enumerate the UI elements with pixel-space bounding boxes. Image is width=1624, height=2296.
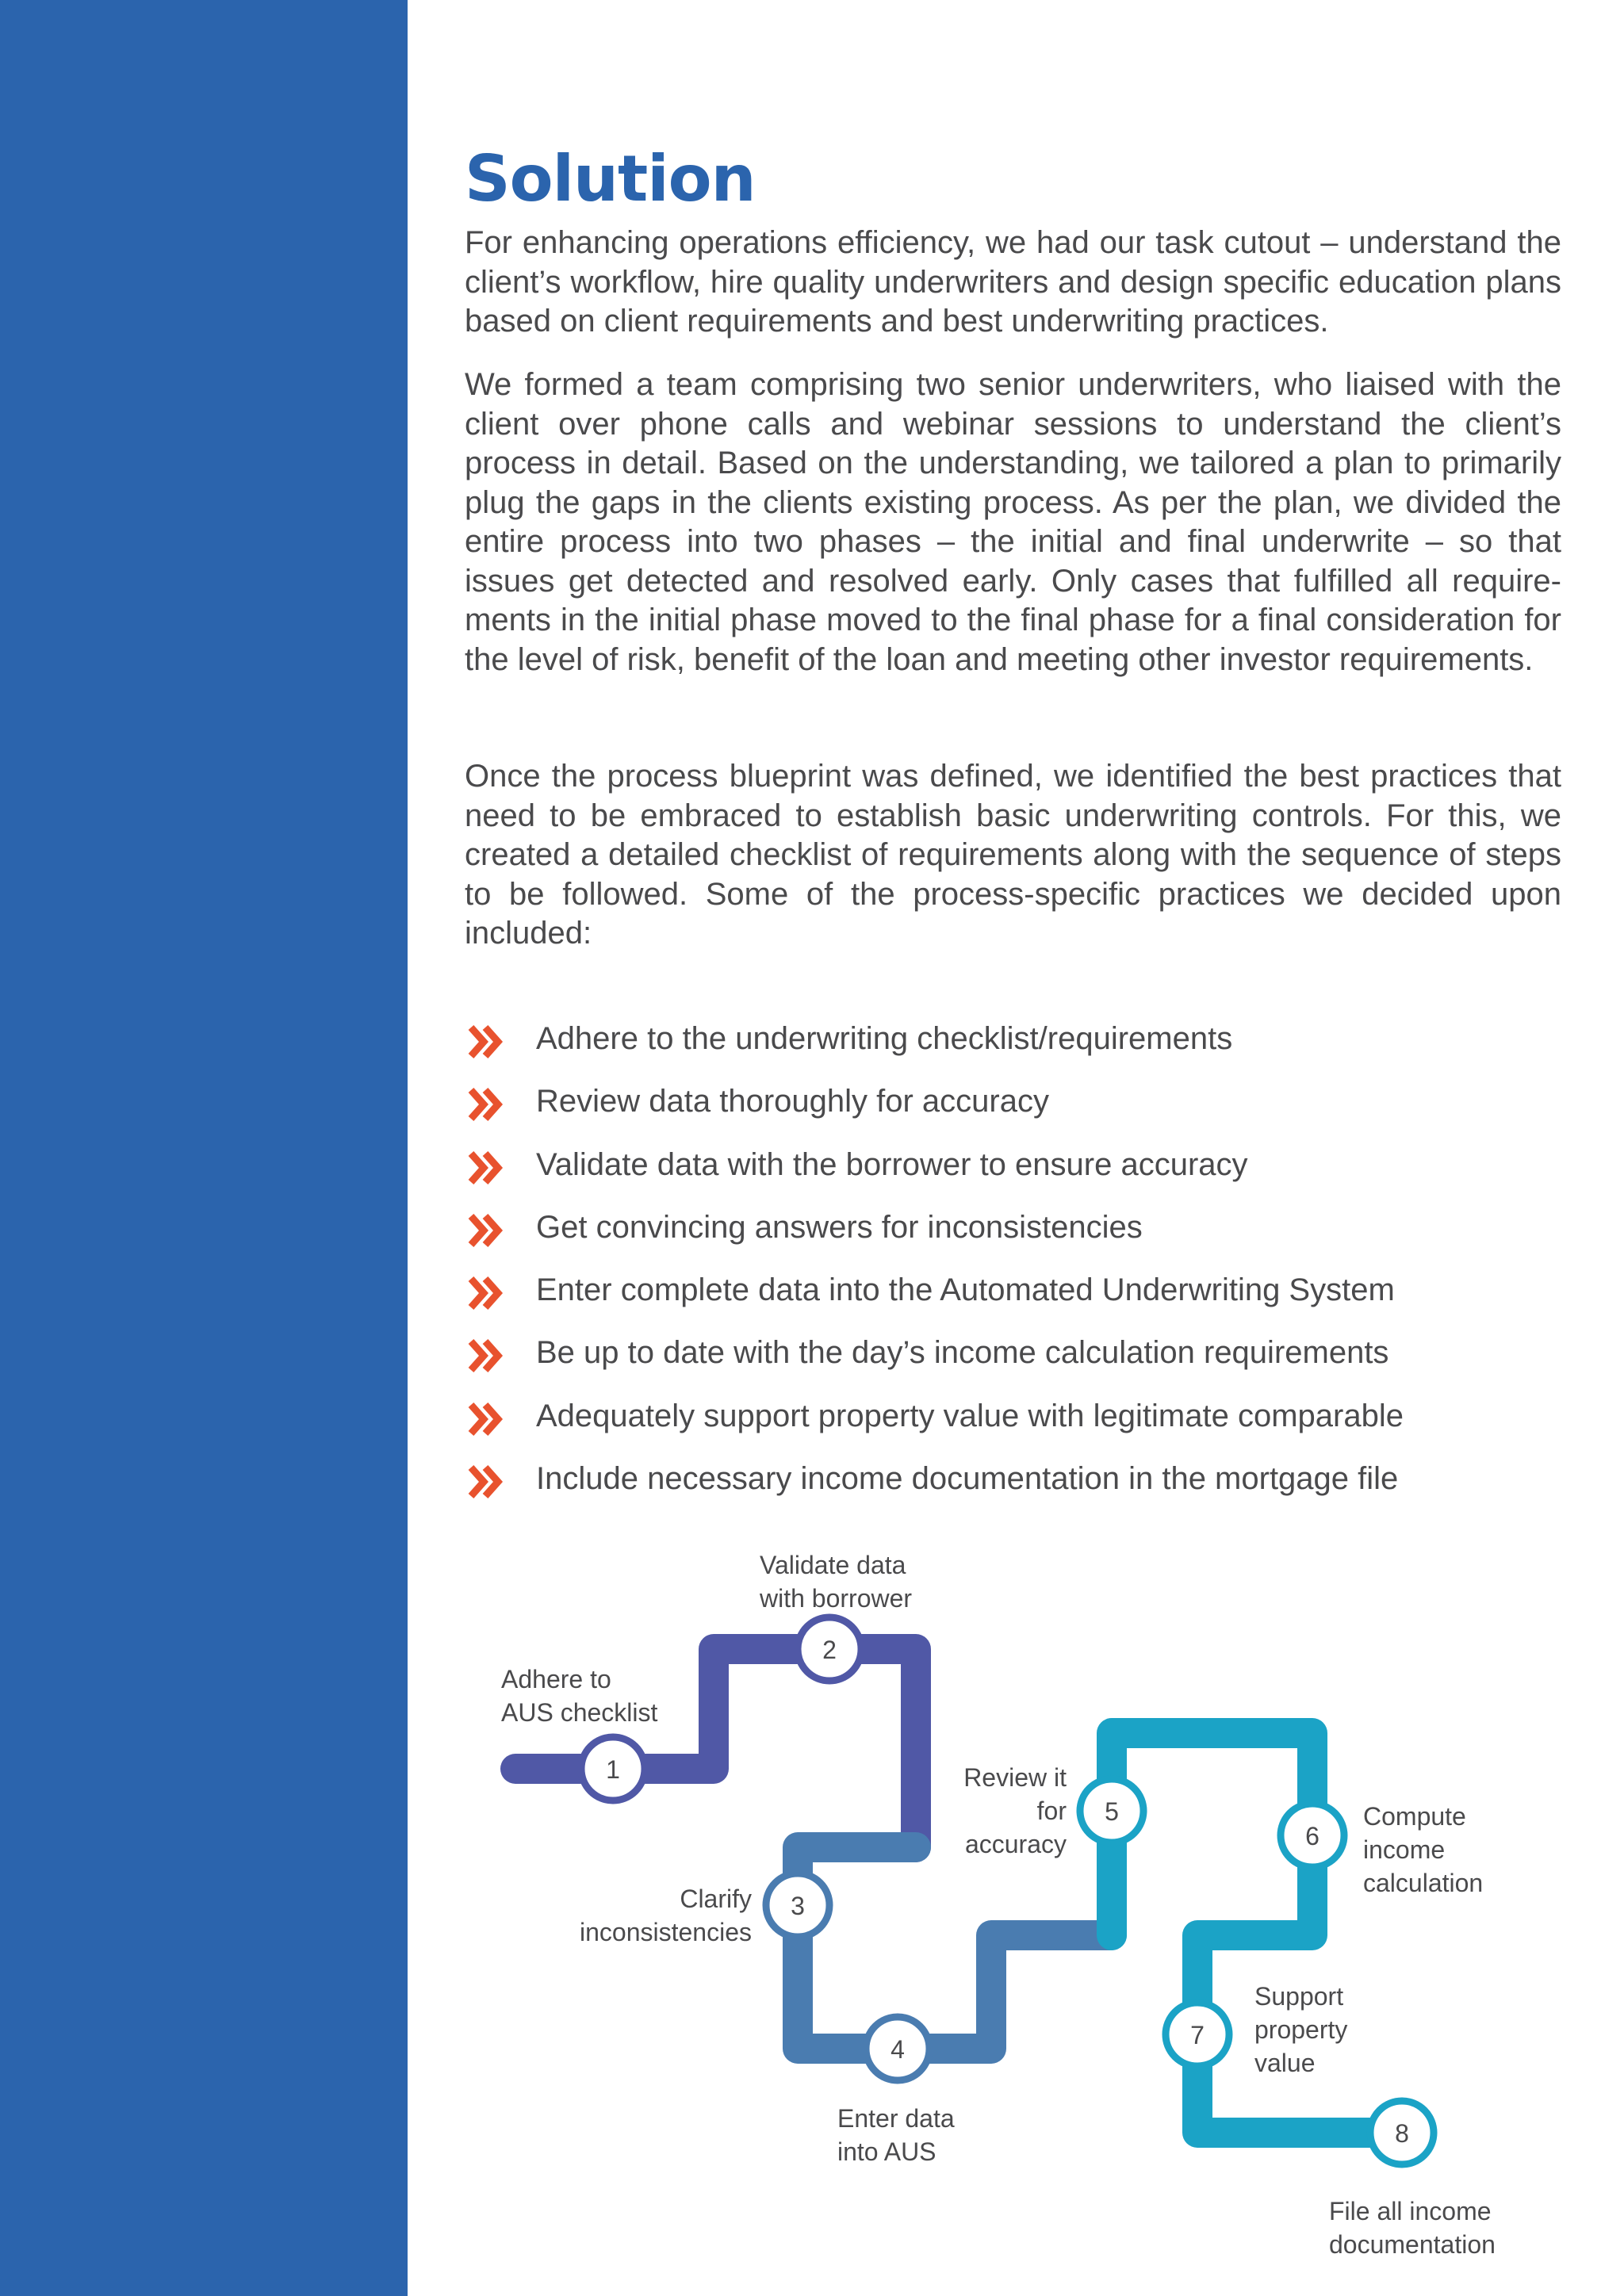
list-item-label: Enter complete data into the Automated Underwriting System [536, 1272, 1395, 1308]
step-label: with borrower [760, 1584, 913, 1613]
step-label: File all income [1329, 2197, 1492, 2225]
step-label: for [1036, 1797, 1067, 1825]
list-item-label: Include necessary income documentation in the mortgage file [536, 1461, 1399, 1497]
step-label: income [1363, 1835, 1446, 1864]
list-item-label: Validate data with the borrower to ensure accuracy [536, 1146, 1248, 1182]
step-label: value [1254, 2049, 1316, 2077]
step-label: Enter data [837, 2104, 955, 2133]
list-item-label: Adequately support property value with legitimate comparable [536, 1398, 1404, 1433]
list-item-label: Get convincing answers for inconsistencies [536, 1209, 1143, 1245]
step-number: 6 [1305, 1822, 1320, 1850]
page-title: Solution [465, 142, 756, 216]
step-number: 2 [822, 1636, 837, 1664]
step-number: 7 [1190, 2021, 1205, 2049]
intro-paragraph: For enhancing operations efficiency, we had our task cutout – understand the client’s workflow, hire quality underwriters and design specific education plans based on client requirements and best underwriting practices. [465, 225, 1561, 339]
step-5 [963, 1763, 1143, 1858]
step-label: Clarify [680, 1885, 752, 1913]
step-label: calculation [1363, 1869, 1484, 1897]
step-label: property [1254, 2015, 1348, 2044]
step-label: Validate data [760, 1551, 906, 1579]
step-number: 5 [1105, 1797, 1119, 1826]
blueprint-paragraph: Once the process blueprint was defined, we identified the best practices that need to be embraced to establish basic underwriting controls. For this, we created a detailed checklist of requirements along with the sequence of steps to be followed. Some of the process-specific practices we decided upon included: [465, 759, 1561, 951]
step-number: 4 [891, 2035, 905, 2064]
path-segment-steel [798, 1847, 1112, 2049]
list-item-label: Adhere to the underwriting checklist/requirements [536, 1021, 1233, 1056]
step-label: Compute [1363, 1802, 1466, 1831]
step-label: Adhere to [501, 1665, 611, 1693]
step-3 [580, 1873, 829, 1946]
step-number: 1 [606, 1755, 620, 1784]
step-number: 3 [791, 1892, 805, 1920]
step-label: documentation [1329, 2230, 1496, 2259]
step-label: inconsistencies [580, 1918, 752, 1946]
step-number: 8 [1395, 2119, 1409, 2148]
step-label: AUS checklist [501, 1698, 658, 1727]
step-label: Support [1254, 1982, 1344, 2011]
list-item-label: Review data thoroughly for accuracy [536, 1084, 1049, 1119]
step-label: into AUS [837, 2137, 936, 2166]
step-label: Review it [963, 1763, 1067, 1792]
step-label: accuracy [964, 1830, 1067, 1858]
list-item-label: Be up to date with the day’s income calculation requirements [536, 1335, 1389, 1371]
team-paragraph: We formed a team comprising two senior underwriters, who liaised with the client over phone calls and webinar sessions to understand the client’s process in detail. Based on the understanding, we tailored a plan to primarily plug the gaps in the clients existing process. As per the plan, we divided the entire process into two phases – the initial and final underwrite – so that issues get detected and resolved early. Only cases that fulfilled all requirements in the initial phase moved to the final phase for a final consideration for the level of risk, benefit of the loan and meeting other investor requirements. [465, 367, 1561, 677]
